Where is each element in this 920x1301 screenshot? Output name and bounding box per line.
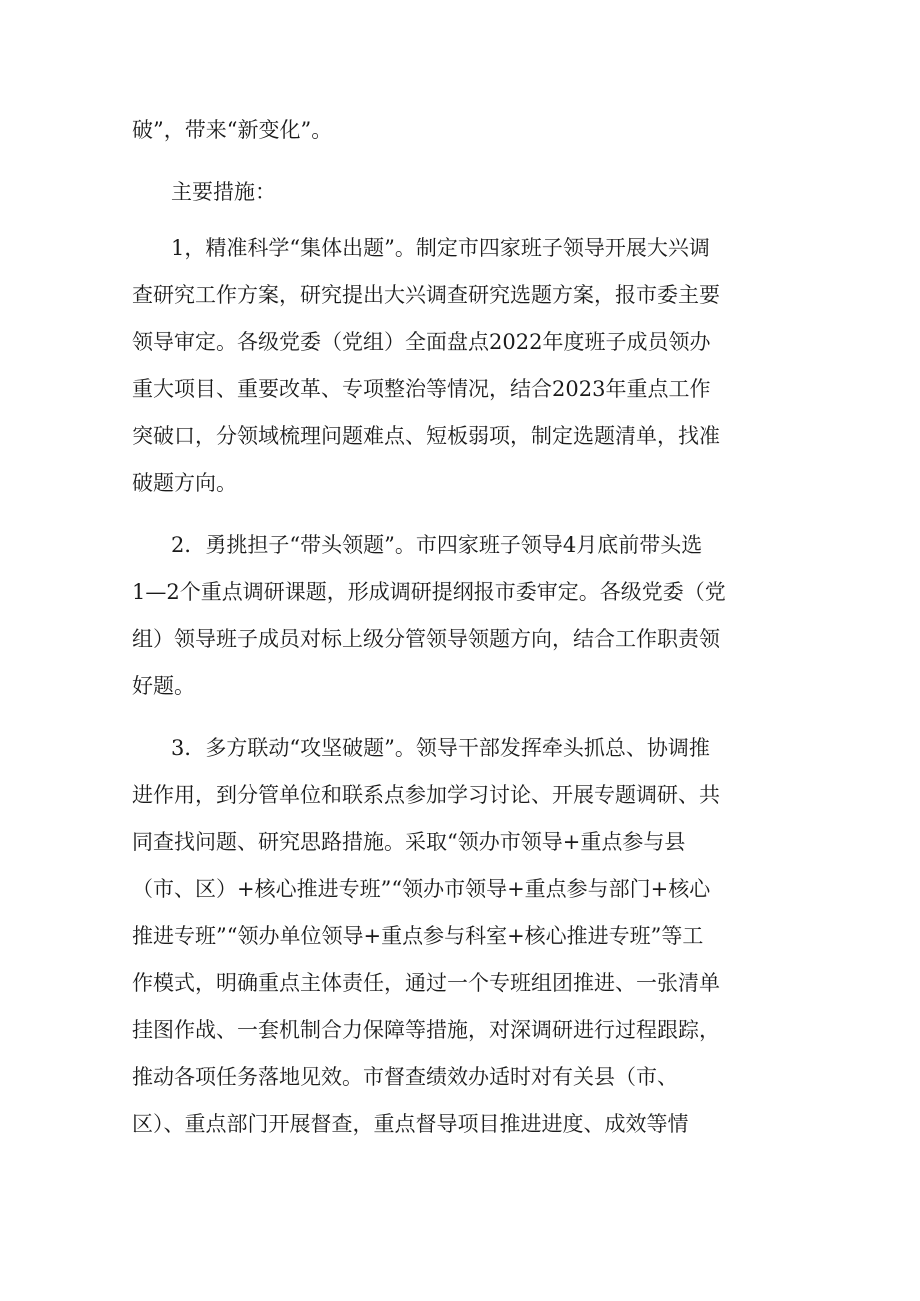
text-line: 推动各项任务落地见效。市督查绩效办适时对有关县（市、 <box>132 1065 678 1089</box>
text-line: 重大项目、重要改革、专项整治等情况，结合2023年重点工作 <box>132 377 711 401</box>
text-line: 同查找问题、研究思路措施。采取“领办市领导+重点参与县 <box>132 830 686 854</box>
text-line: 组）领导班子成员对标上级分管领导领题方向，结合工作职责领 <box>132 627 720 651</box>
text-line: 好题。 <box>132 674 195 698</box>
text-line: 3．多方联动“攻坚破题”。领导干部发挥牵头抓总、协调推 <box>171 736 710 760</box>
text-line: 2．勇挑担子“带头领题”。市四家班子领导4月底前带头选 <box>171 533 703 557</box>
text-line: 推进专班”“领办单位领导+重点参与科室+核心推进专班”等工 <box>132 924 704 948</box>
text-line: 1—2个重点调研课题，形成调研提纲报市委审定。各级党委（党 <box>132 580 726 604</box>
section-heading: 主要措施： <box>171 180 276 204</box>
text-line: 破”，带来“新变化”。 <box>132 118 333 142</box>
text-line: 破题方向。 <box>132 471 237 495</box>
text-line: 挂图作战、一套机制合力保障等措施，对深调研进行过程跟踪， <box>132 1018 720 1042</box>
text-line: 突破口，分领域梳理问题难点、短板弱项，制定选题清单，找准 <box>132 424 720 448</box>
text-line: 查研究工作方案，研究提出大兴调查研究选题方案，报市委主要 <box>132 283 720 307</box>
text-line: 作模式，明确重点主体责任，通过一个专班组团推进、一张清单 <box>132 971 720 995</box>
text-line: （市、区）+核心推进专班”“领办市领导+重点参与部门+核心 <box>132 877 711 901</box>
text-line: 进作用，到分管单位和联系点参加学习讨论、开展专题调研、共 <box>132 783 720 807</box>
text-line: 领导审定。各级党委（党组）全面盘点2022年度班子成员领办 <box>132 330 711 354</box>
text-line: 区）、重点部门开展督查，重点督导项目推进进度、成效等情 <box>132 1112 689 1136</box>
text-line: 1，精准科学“集体出题”。制定市四家班子领导开展大兴调 <box>171 236 710 260</box>
